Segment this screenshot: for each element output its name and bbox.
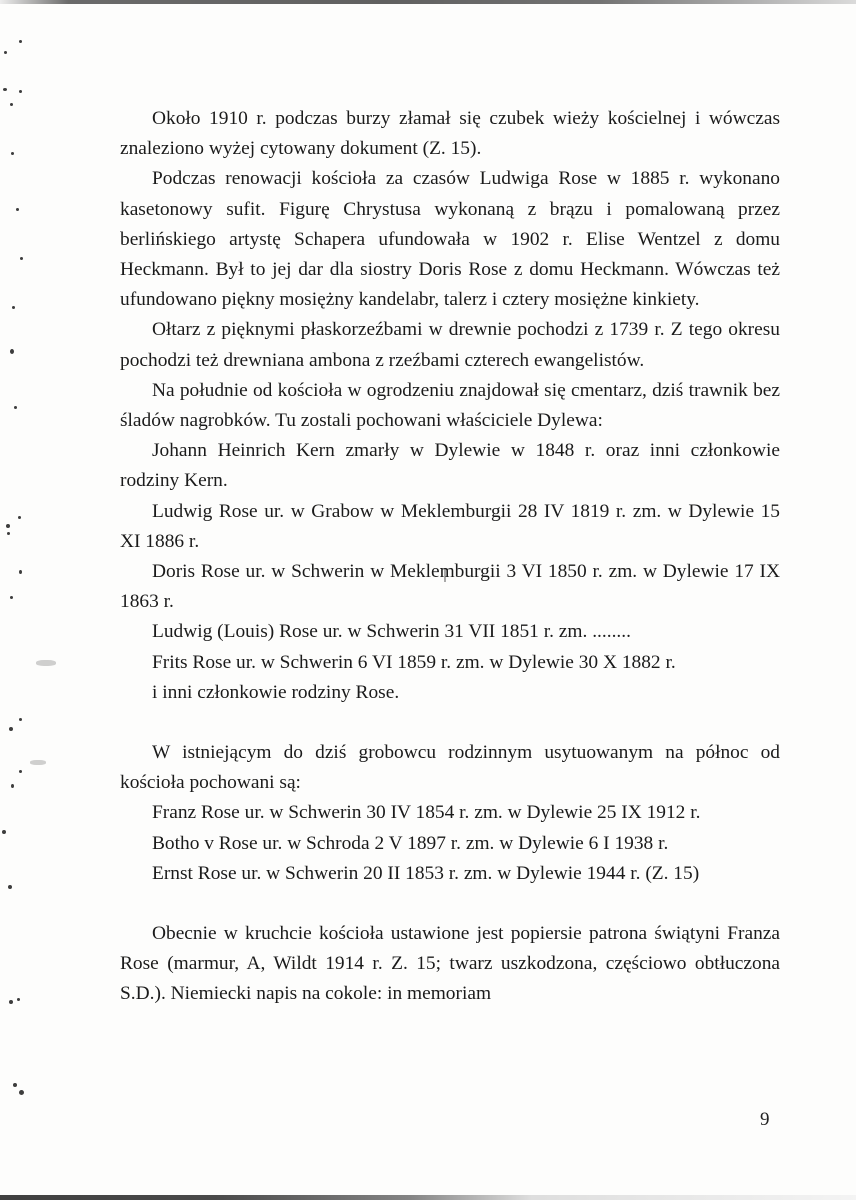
paragraph-4: Na południe od kościoła w ogrodzeniu znajdował się cmentarz, dziś trawnik bez śladów nagrobków. Tu zostali pochowani właściciele Dylewa:	[120, 379, 780, 432]
scan-speck	[19, 1090, 24, 1095]
scan-speck	[13, 1083, 17, 1087]
scan-speck	[4, 51, 7, 54]
line-inni-czlonkowie-rose: i inni członkowie rodziny Rose.	[152, 681, 400, 703]
paragraph-6-ludwig-rose: Ludwig Rose ur. w Grabow w Meklemburgii 28 IV 1819 r. zm. w Dylewie 15 XI 1886 r.	[120, 500, 780, 552]
paragraph-8-grobowiec: W istniejącym do dziś grobowcu rodzinnym usytuowanym na północ od kościoła pochowani są:	[120, 742, 780, 794]
page-number: 9	[760, 1109, 770, 1130]
scan-speck	[19, 40, 22, 43]
scan-speck	[16, 208, 19, 211]
paragraph-spacer	[120, 708, 780, 738]
paragraph-2: Podczas renowacji kościoła za czasów Ludwiga Rose w 1885 r. wykonano kasetonowy sufit. Figurę Chrystusa wykonaną z brązu i pomalowaną przez berlińskiego artystę Schapera ufundowała w 1902 r. Elise Wentzel z domu Heckmann. Był to jej dar dla siostry Doris Rose z domu Heckmann. Wówczas też ufundowano piękny mosiężny kandelabr, talerz i cztery mosiężne kinkiety.	[120, 168, 780, 311]
scan-speck	[14, 406, 17, 409]
scan-edge-top	[0, 0, 856, 4]
scan-speck	[19, 718, 22, 721]
scan-speck	[19, 90, 22, 93]
paragraph-9-popiersie: Obecnie w kruchcie kościoła ustawione jest popiersie patrona świątyni Franza Rose (marmur, A, Wildt 1914 r. Z. 15; twarz uszkodzona, częściowo obtłuczona S.D.). Niemiecki napis na cokole: in memoriam	[120, 923, 780, 1005]
line-botho-v-rose: Botho v Rose ur. w Schroda 2 V 1897 r. zm. w Dylewie 6 I 1938 r.	[152, 832, 669, 854]
line-franz-rose: Franz Rose ur. w Schwerin 30 IV 1854 r. zm. w Dylewie 25 IX 1912 r.	[152, 802, 701, 824]
paragraph-7-doris-rose: Doris Rose ur. w Schwerin w Meklemburgii 3 VI 1850 r. zm. w Dylewie 17 IX 1863 r.	[120, 561, 780, 613]
scan-speck	[20, 257, 23, 260]
scan-speck	[19, 570, 22, 574]
scan-speck	[19, 770, 22, 773]
scan-speck	[10, 596, 13, 599]
scan-edge-bottom	[0, 1195, 856, 1200]
scan-speck	[12, 306, 15, 309]
scan-speck	[10, 103, 13, 106]
document-text-column	[120, 104, 780, 1010]
scan-speck	[18, 516, 21, 519]
paragraph-5-kern: Johann Heinrich Kern zmarły w Dylewie w 1848 r. oraz inni członkowie rodziny Kern.	[120, 440, 780, 492]
paragraph-1: Około 1910 r. podczas burzy złamał się czubek wieży kościelnej i wówczas znaleziono wyżej cytowany dokument (Z. 15).	[120, 108, 780, 160]
scan-speck	[9, 727, 13, 731]
line-frits-rose: Frits Rose ur. w Schwerin 6 VI 1859 r. zm. w Dylewie 30 X 1882 r.	[152, 651, 676, 673]
scan-speck	[11, 152, 14, 155]
scan-speck	[11, 784, 14, 788]
line-ludwig-louis-rose: Ludwig (Louis) Rose ur. w Schwerin 31 VII 1851 r. zm. ........	[152, 621, 631, 643]
scan-speck	[8, 885, 12, 889]
paragraph-spacer	[120, 889, 780, 919]
scan-smudge	[30, 760, 46, 765]
scan-speck	[17, 998, 20, 1001]
scan-smudge	[36, 660, 56, 666]
scan-speck	[2, 830, 6, 834]
paragraph-3: Ołtarz z pięknymi płaskorzeźbami w drewnie pochodzi z 1739 r. Z tego okresu pochodzi też drewniana ambona z rzeźbami czterech ewangelistów.	[120, 319, 780, 371]
scan-speck	[9, 1000, 13, 1004]
scan-speck	[6, 524, 10, 528]
scan-speck	[7, 532, 10, 535]
scan-speck	[10, 349, 14, 354]
scan-speck	[3, 88, 7, 91]
line-ernst-rose: Ernst Rose ur. w Schwerin 20 II 1853 r. zm. w Dylewie 1944 r. (Z. 15)	[152, 862, 700, 884]
